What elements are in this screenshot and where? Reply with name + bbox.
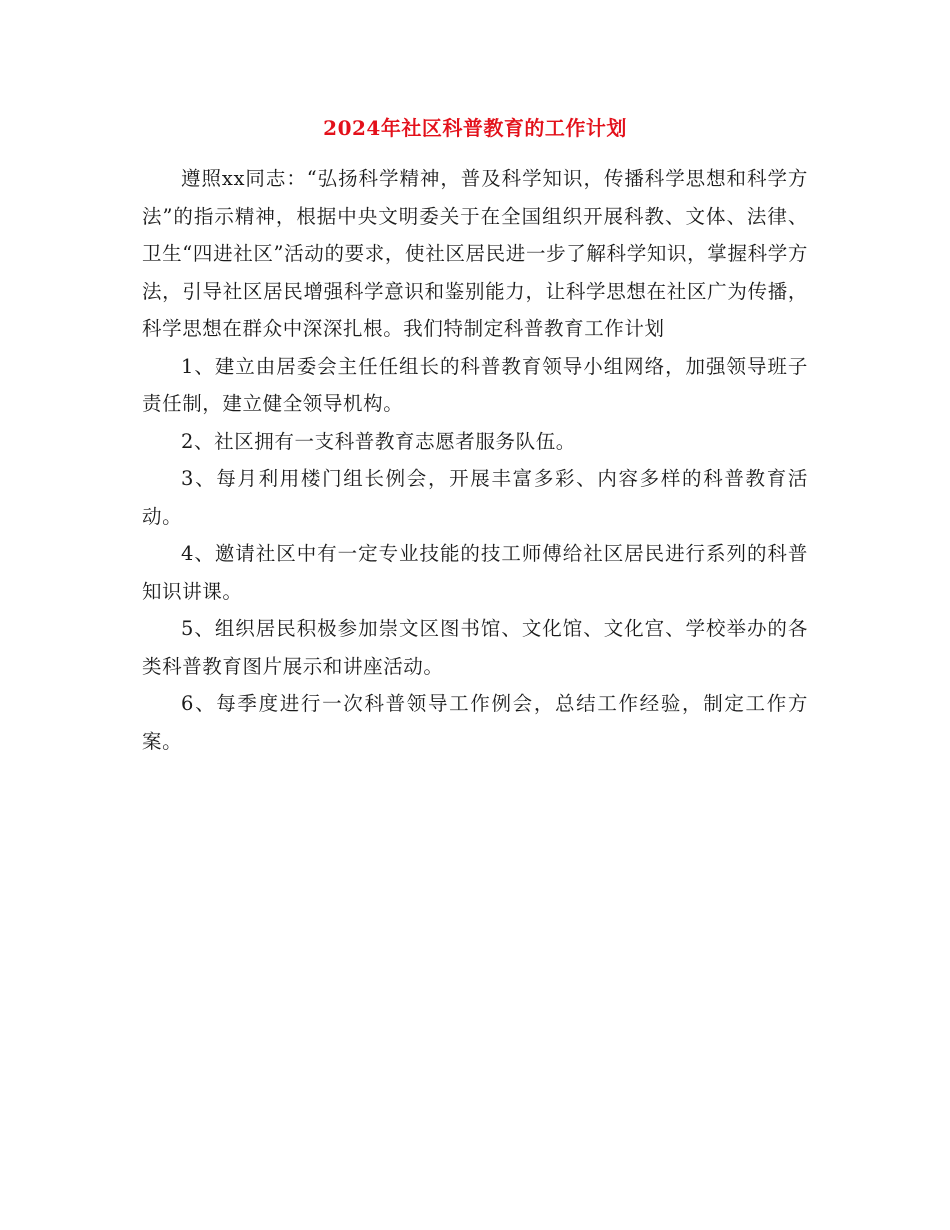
- document-page: [142, 112, 808, 760]
- paragraph-item-4: 4、邀请社区中有一定专业技能的技工师傅给社区居民进行系列的科普知识讲课。: [142, 542, 808, 603]
- paragraph-item-1: 1、建立由居委会主任任组长的科普教育领导小组网络，加强领导班子责任制，建立健全领导机构。: [142, 354, 808, 415]
- paragraph-intro: 遵照xx同志：“弘扬科学精神，普及科学知识，传播科学思想和科学方法”的指示精神，根据中央文明委关于在全国组织开展科教、文体、法律、卫生“四进社区”活动的要求，使社区居民进一步了解科学知识，掌握科学方法，引导社区居民增强科学意识和鉴别能力，让科学思想在社区广为传播，科学思想在群众中深深扎根。我们特制定科普教育工作计划: [142, 167, 808, 340]
- paragraph-item-6: 6、每季度进行一次科普领导工作例会，总结工作经验，制定工作方案。: [142, 692, 808, 753]
- document-title: 2024年社区科普教育的工作计划: [323, 116, 627, 140]
- paragraph-item-2: 2、社区拥有一支科普教育志愿者服务队伍。: [181, 429, 576, 453]
- paragraph-item-5: 5、组织居民积极参加崇文区图书馆、文化馆、文化宫、学校举办的各类科普教育图片展示和讲座活动。: [142, 617, 808, 678]
- paragraph-item-3: 3、每月利用楼门组长例会，开展丰富多彩、内容多样的科普教育活动。: [142, 467, 808, 528]
